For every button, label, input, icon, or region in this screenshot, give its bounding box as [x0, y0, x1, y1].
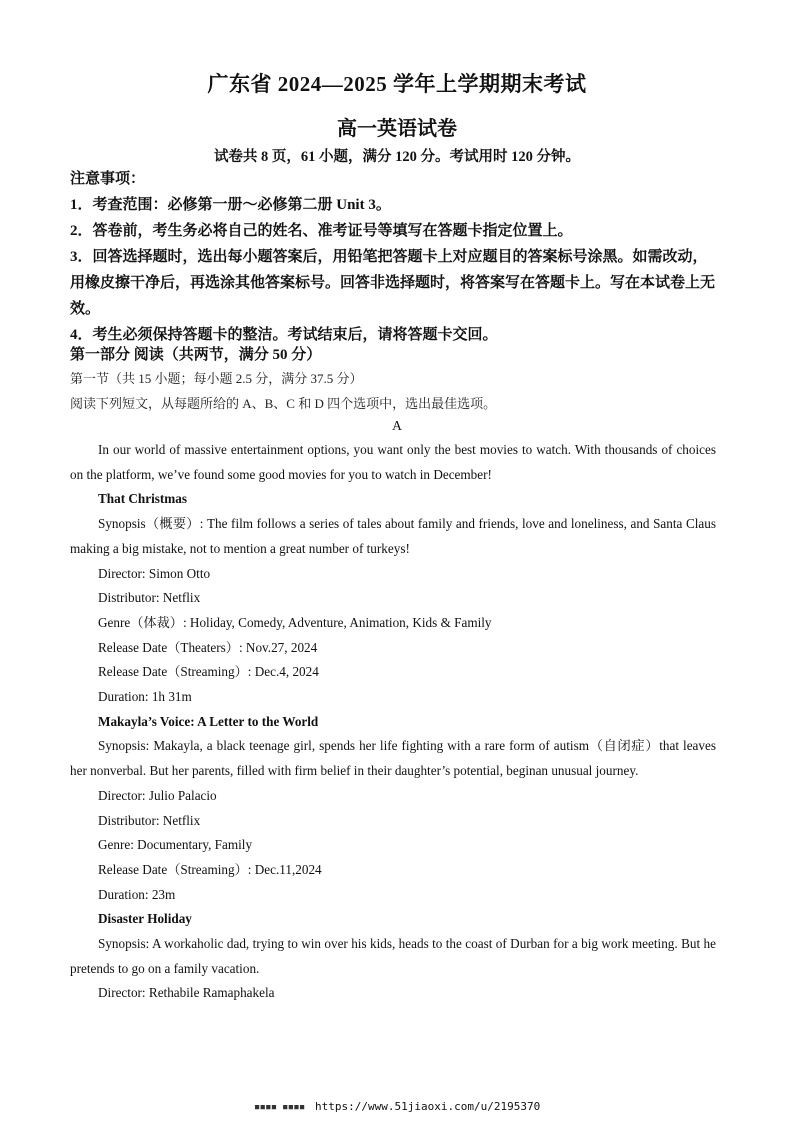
movie-title: That Christmas: [98, 491, 188, 507]
movie-duration: Duration: 1h 31m: [98, 689, 192, 705]
exam-title: 广东省 2024—2025 学年上学期期末考试: [207, 72, 587, 96]
movie-synopsis: Synopsis: Makayla, a black teenage girl, spends her life fighting with a rare form of autism（自闭症）that leaves her nonverbal. But her parents, filled with firm belief in their daughter’s potential, beginan unusual journey.: [70, 738, 716, 779]
movie-title: Disaster Holiday: [98, 911, 192, 927]
movie-distributor: Distributor: Netflix: [98, 812, 201, 828]
passage-letter: A: [392, 418, 402, 433]
passage-intro: In our world of massive entertainment options, you want only the best movies to watch. With thousands of choices on the platform, we’ve found some good movies for you to watch in December!: [70, 442, 716, 482]
passage-body: [70, 438, 716, 1006]
notice-heading: 注意事项：: [70, 171, 146, 187]
movie-title: Makayla’s Voice: A Letter to the World: [98, 713, 319, 729]
exam-subtitle: 高一英语试卷: [337, 118, 457, 140]
movie-synopsis: Synopsis（概要）: The film follows a series of tales about family and friends, love and loneliness, and Santa Claus making a big mistake, not to mention a great number of turkeys!: [70, 516, 716, 556]
footer-watermark: [0, 1100, 794, 1113]
movie-director: Director: Julio Palacio: [98, 787, 217, 803]
movie-synopsis: Synopsis: A workaholic dad, trying to win over his kids, heads to the coast of Durban for a big work meeting. But he pretends to go on a family vacation.: [70, 936, 716, 976]
section-instruction: 阅读下列短文，从每题所给的 A、B、C 和 D 四个选项中，选出最佳选项。: [70, 396, 497, 411]
notice-item: 1．考查范围：必修第一册～必修第二册 Unit 3。: [70, 197, 391, 213]
footer-url[interactable]: https://www.51jiaoxi.com/u/2195370: [315, 1100, 541, 1113]
footer-dots: ▪▪▪▪ ▪▪▪▪: [253, 1100, 305, 1113]
movie-genre: Genre: Documentary, Family: [98, 837, 253, 853]
movie-director: Director: Rethabile Ramaphakela: [98, 985, 275, 1001]
movie-release-theaters: Release Date（Theaters）: Nov.27, 2024: [98, 639, 318, 655]
movie-release-streaming: Release Date（Streaming）: Dec.4, 2024: [98, 664, 319, 680]
notice-item: 2．答卷前，考生务必将自己的姓名、准考证号等填写在答题卡指定位置上。: [70, 223, 573, 239]
movie-distributor: Distributor: Netflix: [98, 590, 201, 606]
section-title: 第一节（共 15 小题；每小题 2.5 分，满分 37.5 分）: [70, 371, 363, 386]
movie-duration: Duration: 23m: [98, 886, 176, 902]
movie-genre: Genre（体裁）: Holiday, Comedy, Adventure, Animation, Kids & Family: [98, 614, 492, 630]
movie-release-streaming: Release Date（Streaming）: Dec.11,2024: [98, 861, 322, 877]
exam-meta: 试卷共 8 页，61 小题，满分 120 分。考试用时 120 分钟。: [213, 149, 581, 165]
notice-item: 4．考生必须保持答题卡的整洁。考试结束后，请将答题卡交回。: [70, 327, 498, 343]
notice-block: [70, 166, 720, 348]
part-title: 第一部分 阅读（共两节，满分 50 分）: [70, 347, 322, 363]
movie-director: Director: Simon Otto: [98, 565, 211, 581]
notice-item: 3．回答选择题时，选出每小题答案后，用铅笔把答题卡上对应题目的答案标号涂黑。如需改动，用橡皮擦干净后，再选涂其他答案标号。回答非选择题时，将答案写在答题卡上。写在本试卷上无效。: [70, 249, 716, 317]
